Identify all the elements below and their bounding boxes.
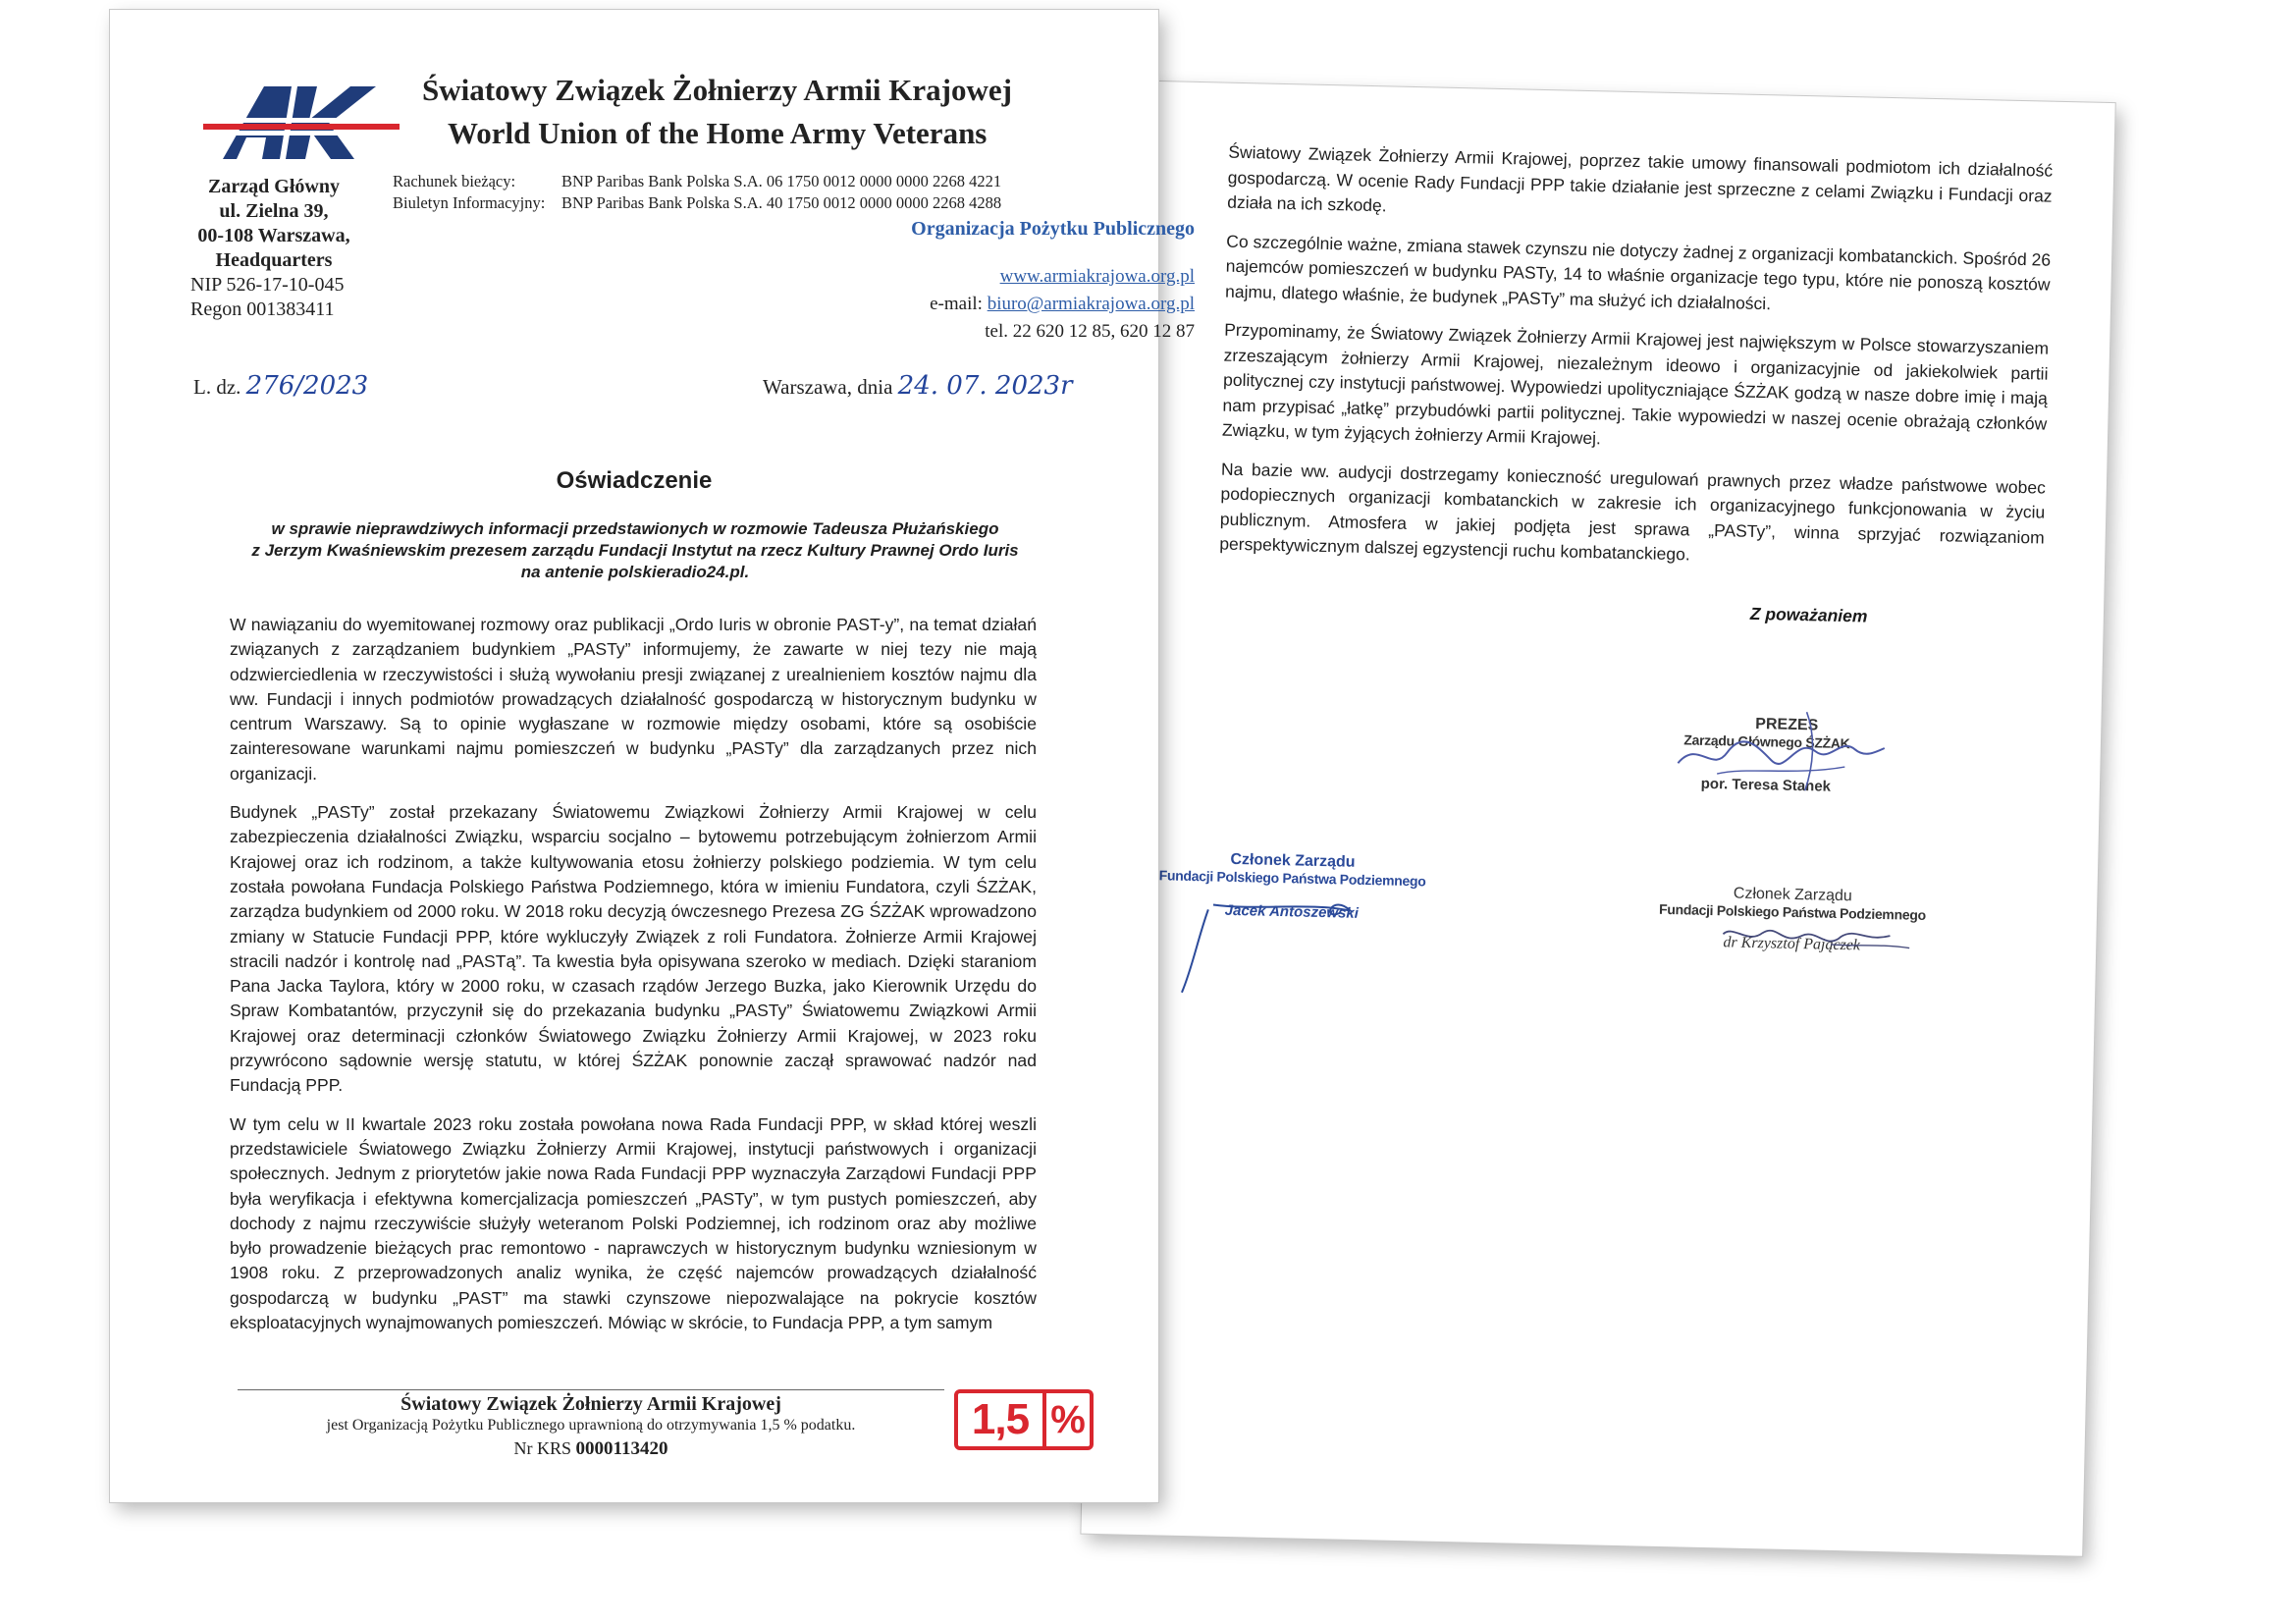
page2-paragraph-3: Przypominamy, że Światowy Związek Żołnierzy Armii Krajowej jest największym w Polsce stowarzyszaniem zrzeszającym żołnierzy Armii Krajowej, niezależnym ideowo i organizacyjnie od jakiekolwiek partii politycznej czy instytucji państwowej. Wypowiedzi upolityczniające ŚZŻAK godzą w nasze dobre imię i mają nam przypisać „łatkę” przybudówki partii politycznej. Takie wypowiedzi w naszej ocenie obrażają członków Związku, w tym żyjących żołnierzy Armii Krajowej. — [1221, 319, 2050, 449]
handwritten-signature-icon — [1152, 879, 1430, 1002]
signature-org: Fundacji Polskiego Państwa Podziemnego — [1158, 867, 1426, 890]
footer-divider — [238, 1389, 944, 1390]
hq-line: 00-108 Warszawa, — [197, 225, 350, 246]
signature-member-2 — [1654, 884, 1930, 956]
contact-info — [738, 263, 1195, 346]
regon-number: Regon 001383411 — [190, 298, 335, 320]
subtitle-line: z Jerzym Kwaśniewskim prezesem zarządu Fundacji Instytut na rzecz Kultury Prawnej Ordo Iuris — [251, 541, 1019, 560]
footer-org: Światowy Związek Żołnierzy Armii Krajowej — [400, 1393, 781, 1415]
reference-label: L. dz. — [193, 375, 246, 399]
document-date — [763, 371, 1073, 401]
footer-opp-note: jest Organizacją Pożytku Publicznego uprawnioną do otrzymywania 1,5 % podatku. — [326, 1417, 856, 1434]
footer — [238, 1392, 944, 1462]
footer-krs — [238, 1435, 944, 1462]
subtitle-line: w sprawie nieprawdziwych informacji przedstawionych w rozmowie Tadeusza Płużańskiego — [271, 519, 999, 538]
handwritten-signature-icon — [1654, 900, 1931, 978]
date-label: Warszawa, dnia — [763, 375, 898, 399]
opp-status: Organizacja Pożytku Publicznego — [911, 218, 1195, 240]
bank-label: Rachunek bieżący: — [393, 172, 516, 190]
page2-paragraph-1: Światowy Związek Żołnierzy Armii Krajowej, poprzez takie umowy finansowali podmiotom ich działalność gospodarczą. W ocenie Rady Fundacji PPP takie działanie jest sprzeczne z celami Związku i Fundacji oraz działa na ich szkodę. — [1226, 141, 2054, 216]
signature-president — [1648, 714, 1886, 796]
bank-row — [393, 192, 1198, 214]
website-link[interactable]: www.armiakrajowa.org.pl — [999, 266, 1195, 287]
signature-org: Fundacji Polskiego Państwa Podziemnego — [1658, 900, 1926, 923]
email-label: e-mail: — [930, 294, 988, 314]
badge-percent: % — [1042, 1393, 1090, 1446]
handwritten-signature-icon — [1658, 704, 1896, 797]
signature-role: Członek Zarządu — [1733, 885, 1853, 905]
organization-title — [422, 69, 1168, 155]
signature-name: por. Teresa Stanek — [1700, 775, 1832, 795]
document-page-1 — [110, 10, 1195, 1502]
bank-label: Biuletyn Informacyjny: — [393, 193, 546, 212]
krs-label: Nr KRS — [513, 1438, 576, 1458]
declaration-subtitle — [179, 518, 1092, 583]
bank-value: BNP Paribas Bank Polska S.A. 40 1750 0012 0000 0000 2268 4288 — [561, 193, 1002, 212]
signature-name: Jacek Antoszewski — [1224, 901, 1360, 922]
hq-line: ul. Zielna 39, — [219, 200, 329, 222]
date-value: 24. 07. 2023r — [897, 371, 1073, 401]
title-polish: Światowy Związek Żołnierzy Armii Krajowej — [422, 73, 1012, 107]
body-paragraph-3: W tym celu w II kwartale 2023 roku została powołana nowa Rada Fundacji PPP, w skład której weszli przedstawiciele Światowego Związku Żołnierzy Armii Krajowej, instytucji państwowych i organizacji społecznych. Jednym z priorytetów jakie nowa Rada Fundacji PPP wyznaczyła Zarządowi Fundacji PPP była weryfikacja i efektywna komercjalizacja pomieszczeń „PASTy”, w tym pustych pomieszczeń, aby dochody z najmu rzeczywiście służyły weteranom Polski Podziemnej, ich rodzinom oraz aby możliwe było prowadzenie bieżących prac remontowo - naprawczych w historycznym budynku wzniesionym w 1908 roku. Z przeprowadzonych analiz wynika, że część najemców prowadzących działalność gospodarczą w budynku „PAST” ma stawki czynszowe niepozwalające na pokrycie kosztów eksploatacyjnych wynajmowanych pomieszczeń. Mówiąc w skrócie, to Fundacja PPP, a tym samym — [230, 1113, 1037, 1333]
reference-value: 276/2023 — [245, 371, 369, 401]
bank-accounts — [393, 171, 1198, 214]
hq-line: Headquarters — [215, 249, 333, 271]
email-link[interactable]: biuro@armiakrajowa.org.pl — [987, 294, 1195, 314]
declaration-body — [230, 613, 1037, 1349]
body-paragraph-1: W nawiązaniu do wyemitowanej rozmowy oraz publikacji „Ordo Iuris w obronie PAST-y”, na temat działań związanych z zarządzaniem budynkiem „PASTy” informujemy, że zawarte w niej tezy nie mają odzwierciedlenia w rzeczywistości i służą wywołaniu presji związanej z urealnieniem kosztów najmu dla ww. Fundacji i innych podmiotów prowadzących działalność gospodarczą w historycznym budynku w centrum Warszawy. Są to opinie wygłaszane w rozmowie między osobami, które są osobiście zainteresowane warunkami najmu pomieszczeń w budynku „PASTy” dla zarządzanych przez nich organizacji. — [230, 615, 1037, 784]
reference-number — [193, 371, 368, 401]
title-english: World Union of the Home Army Veterans — [448, 116, 988, 150]
signature-member-1 — [1154, 849, 1430, 923]
bank-row — [393, 171, 1198, 192]
hq-line: Zarząd Główny — [208, 176, 340, 197]
signature-role: Członek Zarządu — [1230, 850, 1356, 871]
page2-paragraph-2: Co szczególnie ważne, zmiana stawek czynszu nie dotyczy żadnej z organizacji kombatanckich. Spośród 26 najemców pomieszczeń w budynku PASTy, 14 to właśnie organizacje tego typu, które nie ponoszą kosztów najmu, dlatego właśnie, że budynek „PASTy” ma służyć ich działalności. — [1224, 231, 2052, 313]
closing-salutation: Z poważaniem — [1749, 603, 1868, 626]
declaration-title: Oświadczenie — [556, 467, 713, 494]
signature-name: dr Krzysztof Pajączek — [1723, 934, 1861, 954]
subtitle-line: na antenie polskieradio24.pl. — [520, 563, 750, 581]
badge-number: 1,5 — [971, 1395, 1030, 1443]
ak-logo-icon — [203, 81, 400, 163]
signature-org: Zarządu Głównego ŚZŻAK — [1683, 731, 1850, 752]
page2-paragraph-4: Na bazie ww. audycji dostrzegamy konieczność uregulowań prawnych przez władze państwowe wobec podopiecznych organizacji kombatanckich w zakresie ich organizacyjnego funkcjonowania w życiu publicznym. Atmosfera w jakiej podjęta jest sprawa „PASTy”, winna sprzyjać rozwiązaniom perspektywicznym dalszej egzystencji ruchu kombatanckiego. — [1219, 459, 2047, 565]
signature-role: PREZES — [1755, 715, 1819, 734]
bank-value: BNP Paribas Bank Polska S.A. 06 1750 0012 0000 0000 2268 4221 — [561, 172, 1002, 190]
nip-number: NIP 526-17-10-045 — [190, 274, 345, 296]
krs-number: 0000113420 — [575, 1438, 668, 1459]
tax-percent-badge — [954, 1389, 1094, 1450]
page2-body — [1219, 140, 2054, 589]
document-page-2 — [1081, 81, 2114, 1556]
phone-numbers: tel. 22 620 12 85, 620 12 87 — [985, 321, 1195, 342]
headquarters-address — [171, 175, 377, 322]
body-paragraph-2: Budynek „PASTy” został przekazany Światowemu Związkowi Żołnierzy Armii Krajowej w celu zabezpieczenia działalności Związku, wsparciu socjalno – bytowemu potrzebującym żołnierzom Armii Krajowej oraz ich rodzinom, a także kultywowania etosu żołnierzy polskiego podziemia. W tym celu została powołana Fundacja Polskiego Państwa Podziemnego, która w imieniu Fundatora, czyli ŚZŻAK, zarządza budynkiem od 2000 roku. W 2018 roku decyzją ówczesnego Prezesa ZG ŚZŻAK wprowadzono zmiany w Statucie Fundacji PPP, które wykluczyły Związek z roli Fundatora. Żołnierze Armii Krajowej stracili nadzór i kontrolę nad „PASTą”. Ta kwestia była opisywana szeroko w mediach. Dzięki staraniom Pana Jacka Taylora, który w 2000 roku, w czasach rządów Jerzego Buzka, jako Kierownik Urzędu do Spraw Kombatantów, przyczynił się do przekazania budynku „PASTy” Światowemu Związkowi Armii Krajowej oraz determinacji członków Światowego Związku Żołnierzy Armii Krajowej, w 2023 roku przywrócono sądownie wersję statutu, w której ŚZŻAK ponownie zaczął sprawować nadzór nad Fundacją PPP. — [230, 802, 1037, 1096]
